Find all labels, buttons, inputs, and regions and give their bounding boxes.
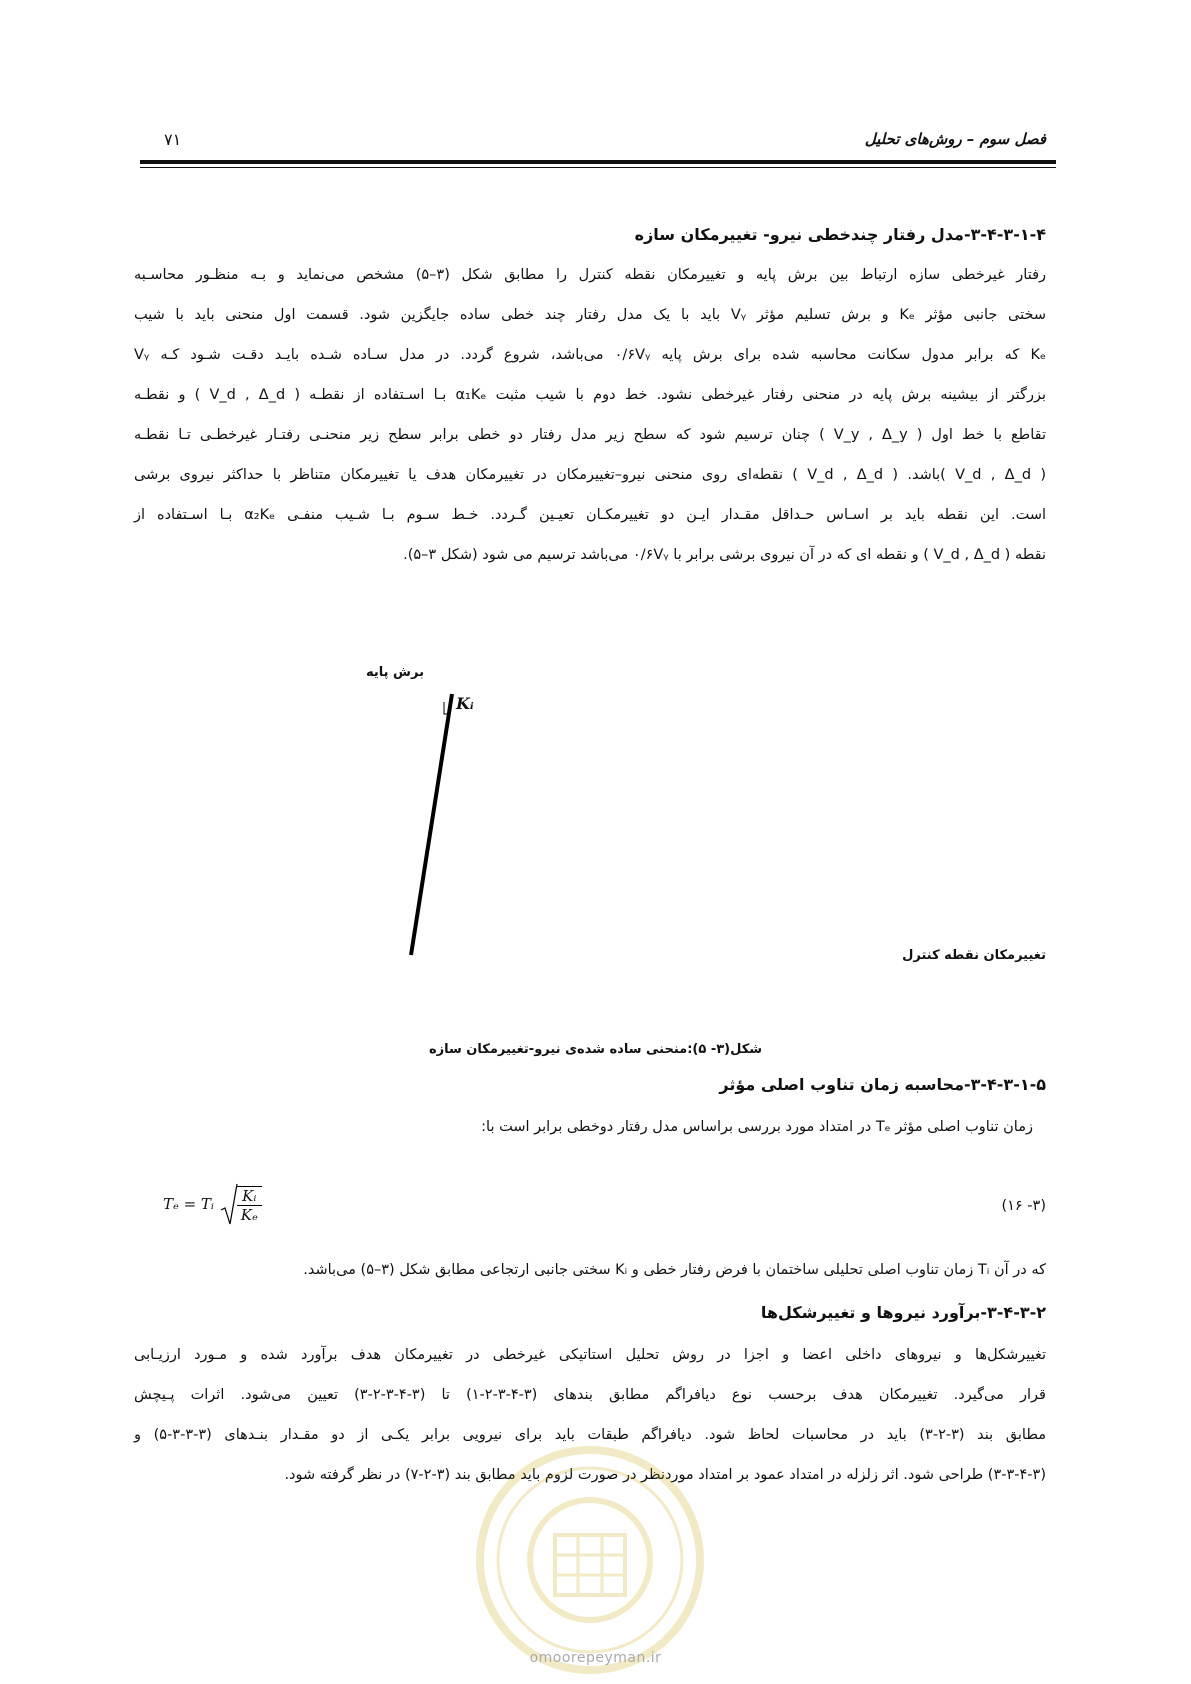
watermark-seal-logo	[470, 1440, 710, 1680]
equation-16	[163, 1182, 262, 1228]
paragraph-line: (۳-۳-۴-۳) طراحی شود. اثر زلزله در امتداد عمود بر امتداد موردنظر در صورت لزوم باید مطابق بند (۳-۲-۷) در نظر گرفته شود.	[284, 1467, 1046, 1483]
chapter-title: فصل سوم – روش‌های تحلیل	[864, 130, 1046, 148]
figure-caption: شکل(۳- ۵):منحنی ساده شده‌ی نیرو-تغییرمکان سازه	[428, 1042, 763, 1057]
header-rule-thick	[140, 160, 1056, 164]
section2-after: که در آن Tᵢ زمان تناوب اصلی تحلیلی ساختمان با فرض رفتار خطی و Kᵢ سختی جانبی ارتجاعی مطابق شکل (۳–۵) می‌باشد.	[303, 1262, 1046, 1278]
paragraph-line: تقاطع با خط اول ( V_y , Δ_y ) چنان ترسیم شود که سطح زیر مدل رفتار دو خطی برابر سطح زیر منحنـی رفتـار غیرخطـی تـا نقطـه	[134, 427, 1047, 443]
header-rule-thin	[140, 167, 1056, 168]
x-axis-label: تغییرمکان نقطه کنترل	[902, 948, 1046, 963]
paragraph-line: سختی جانبی مؤثر Kₑ و برش تسلیم مؤثر Vᵧ باید با یک مدل رفتار چند خطی ساده جایگزین شود. قسمت اول منحنی باید با شیب	[134, 307, 1046, 323]
paragraph-line: ( V_d , Δ_d )باشد. ( V_d , Δ_d ) نقطه‌ای روی منحنی نیرو–تغییرمکان در تغییرمکان هدف یا تغییرمکان متناظر با حداکثر نیروی برشی	[134, 467, 1046, 483]
equation-lhs: Tₑ = Tᵢ	[163, 1195, 214, 1213]
y-axis-label: برش پایه	[366, 665, 424, 680]
paragraph-line: نقطه ( V_d , Δ_d ) و نقطه ای که در آن نیروی برشی برابر با ۰/۶Vᵧ می‌باشد ترسیم می شود (شکل ۳–۵).	[403, 547, 1046, 563]
section-heading-effective-period: ۳-۴-۳-۱-۵-محاسبه زمان تناوب اصلی مؤثر	[719, 1075, 1046, 1094]
paragraph-line: مطابق بند (۳-۲-۳) باید در محاسبات لحاظ شود. دیافراگم طبقات باید برای نیرویی برابر یکـی از دو مقـدار بنـدهای (۳-۳-۳-۵) و	[134, 1427, 1046, 1443]
paragraph-line: است. این نقطه باید بر اسـاس حـداقل مقـدار ایـن دو تغییرمکـان تعیـین گـردد. خـط سـوم بـا شـیب منفـی α₂Kₑ بـا اسـتفاده از	[134, 507, 1046, 523]
slope-label-ki: Kᵢ	[456, 694, 474, 713]
paragraph-line: قرار می‌گیرد. تغییرمکان هدف برحسب نوع دیافراگم مطابق بندهای (۳-۴-۳-۲-۱) تا (۳-۴-۳-۲-۳) تعیین می‌شود. اثرات پـیچش	[134, 1387, 1046, 1403]
section1-paragraph	[134, 255, 1046, 575]
section-heading-forces-deformations: ۳-۴-۳-۲-برآورد نیروها و تغییرشکل‌ها	[760, 1303, 1046, 1322]
section2-intro: زمان تناوب اصلی مؤثر Tₑ در امتداد مورد بررسی براساس مدل رفتار دوخطی برابر است با:	[481, 1119, 1033, 1135]
sqrt-symbol	[219, 1182, 239, 1228]
watermark-url: omoorepeyman.ir	[529, 1650, 662, 1666]
section-heading-multilinear-model: ۳-۴-۳-۱-۴-مدل رفتار چندخطی نیرو- تغییرمکان سازه	[634, 225, 1046, 244]
initial-stiffness-line	[411, 694, 452, 955]
paragraph-line: بزرگتر از بیشینه برش پایه در منحنی رفتار غیرخطی نشود. خط دوم با شیب مثبت α₁Kₑ بـا اسـتفاده از نقطـه ( V_d , Δ_d ) و نقطـه	[134, 387, 1046, 403]
equation-number: (۳- ۱۶)	[1001, 1198, 1046, 1214]
equation-numerator: Kᵢ	[237, 1187, 262, 1206]
paragraph-line: تغییرشکل‌ها و نیروهای داخلی اعضا و اجزا در روش تحلیل استاتیکی غیرخطی در تغییرمکان هدف برآورد شده و مـورد ارزیـابی	[134, 1347, 1046, 1363]
equation-denominator: Kₑ	[240, 1206, 258, 1224]
force-displacement-figure	[400, 690, 470, 960]
paragraph-line: Kₑ که برابر مدول سکانت محاسبه شده برای برش پایه ۰/۶Vᵧ می‌باشد، شروع گردد. در مدل سـاده شـده بایـد دقـت شـود کـه Vᵧ	[134, 347, 1046, 363]
paragraph-line: رفتار غیرخطی سازه ارتباط بین برش پایه و تغییرمکان نقطه کنترل را مطابق شکل (۳–۵) مشخص می‌نماید و بـه منظـور محاسـبه	[134, 267, 1047, 283]
page-number: ۷۱	[164, 130, 182, 149]
